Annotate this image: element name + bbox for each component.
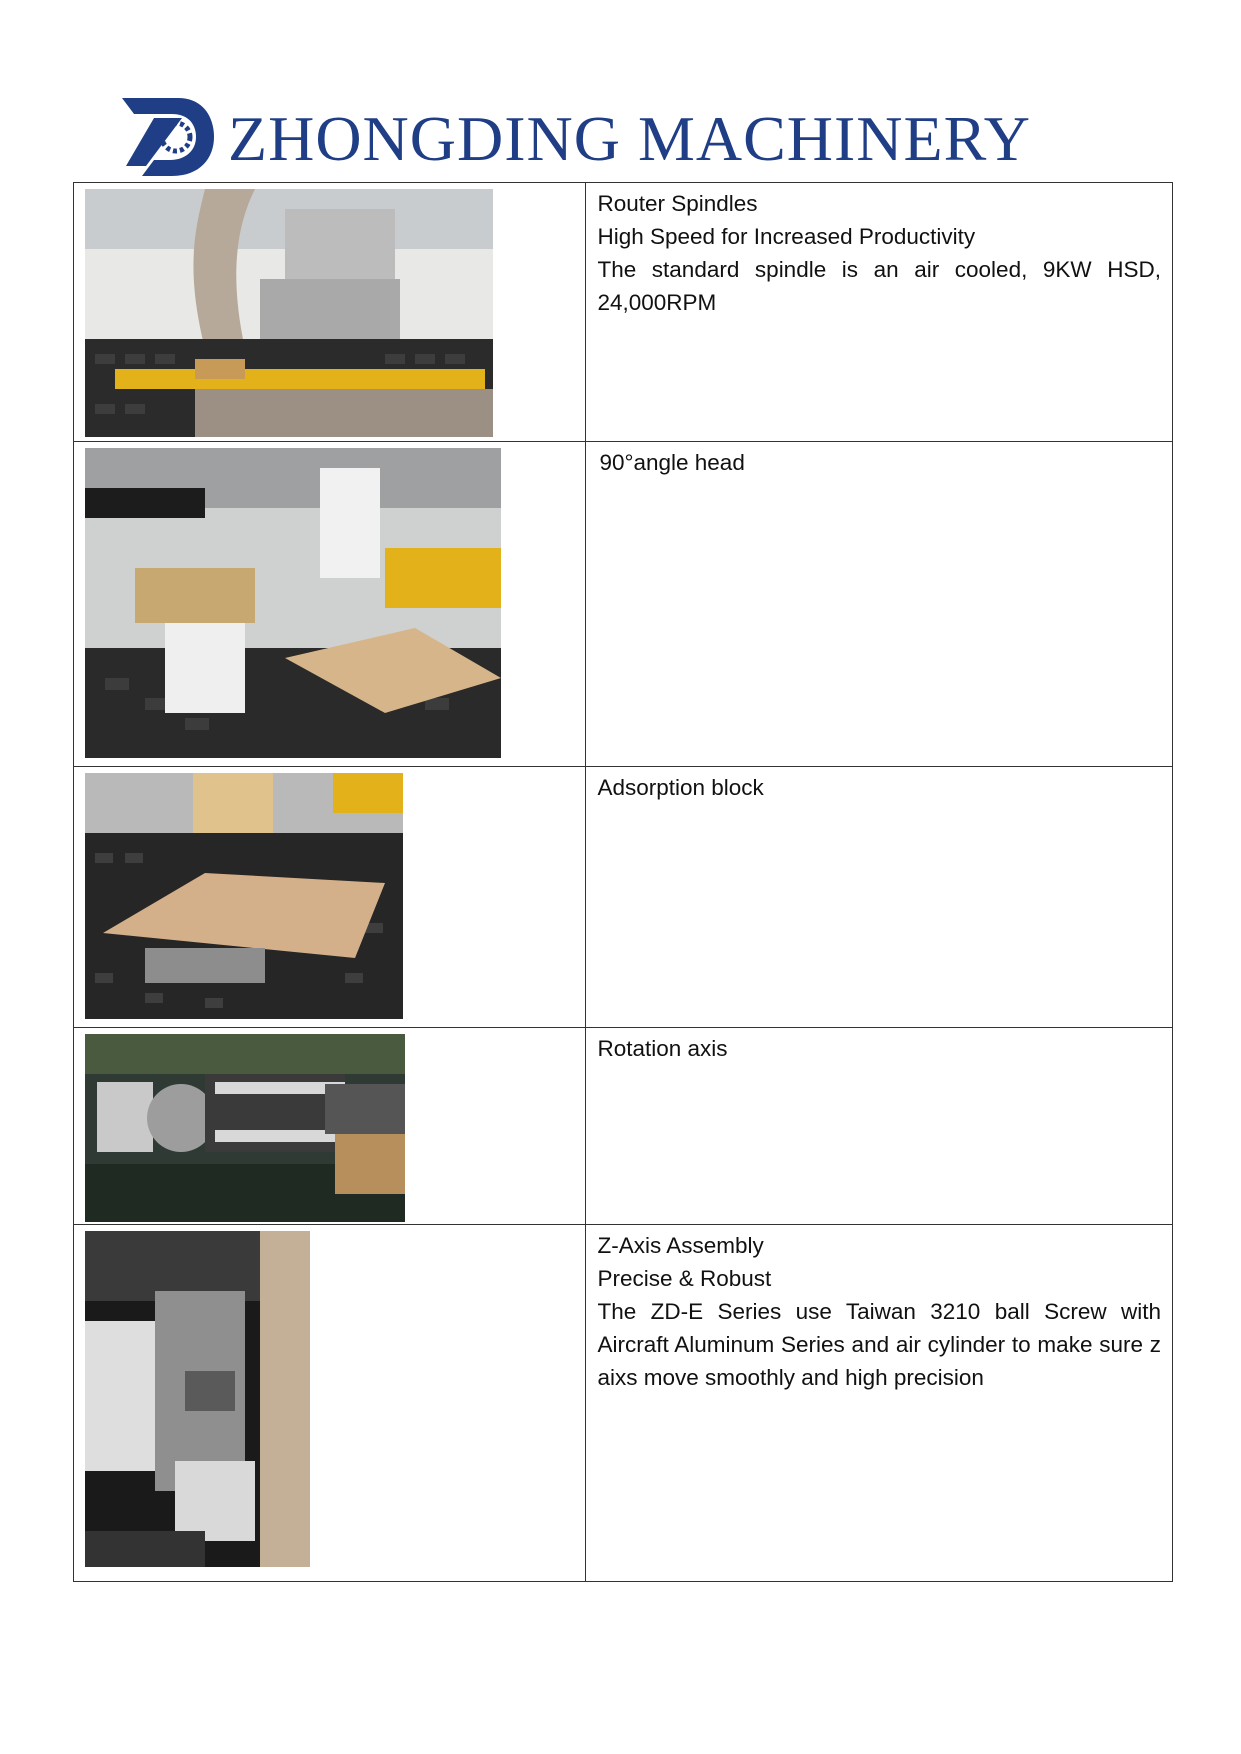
adsorption-block-photo-icon [85,773,403,1019]
feature-title: Router Spindles [597,191,758,216]
zd-gear-logo-icon [120,96,216,178]
feature-subtitle: High Speed for Increased Productivity [597,224,976,249]
z-axis-assembly-photo-icon [85,1231,310,1567]
table-row [74,1225,1173,1582]
text-cell [586,183,1173,442]
page-header [120,96,1120,180]
image-cell [74,1225,586,1582]
table-row [74,183,1173,442]
router-spindles-photo-icon [85,189,493,437]
table-row [74,442,1173,767]
table-row [74,1028,1173,1225]
table-row [74,767,1173,1028]
text-cell [586,767,1173,1028]
image-cell [74,1028,586,1225]
feature-title: Rotation axis [597,1036,728,1061]
text-cell [586,1225,1173,1582]
feature-subtitle: Precise & Robust [597,1266,772,1291]
feature-title: Z-Axis Assembly [597,1233,764,1258]
feature-title: 90°angle head [599,450,745,475]
spec-table [73,182,1173,1582]
feature-title: Adsorption block [597,775,764,800]
feature-description: The standard spindle is an air cooled, 9KW HSD, 24,000RPM [597,257,1161,315]
angle-head-photo-icon [85,448,501,758]
text-cell [586,1028,1173,1225]
feature-description: The ZD-E Series use Taiwan 3210 ball Screw with Aircraft Aluminum Series and air cylinder to make sure z aixs move smoothly and high precision [597,1299,1161,1390]
rotation-axis-photo-icon [85,1034,405,1222]
company-name: ZHONGDING MACHINERY [228,103,1031,174]
text-cell [586,442,1173,767]
image-cell [74,442,586,767]
image-cell [74,767,586,1028]
image-cell [74,183,586,442]
